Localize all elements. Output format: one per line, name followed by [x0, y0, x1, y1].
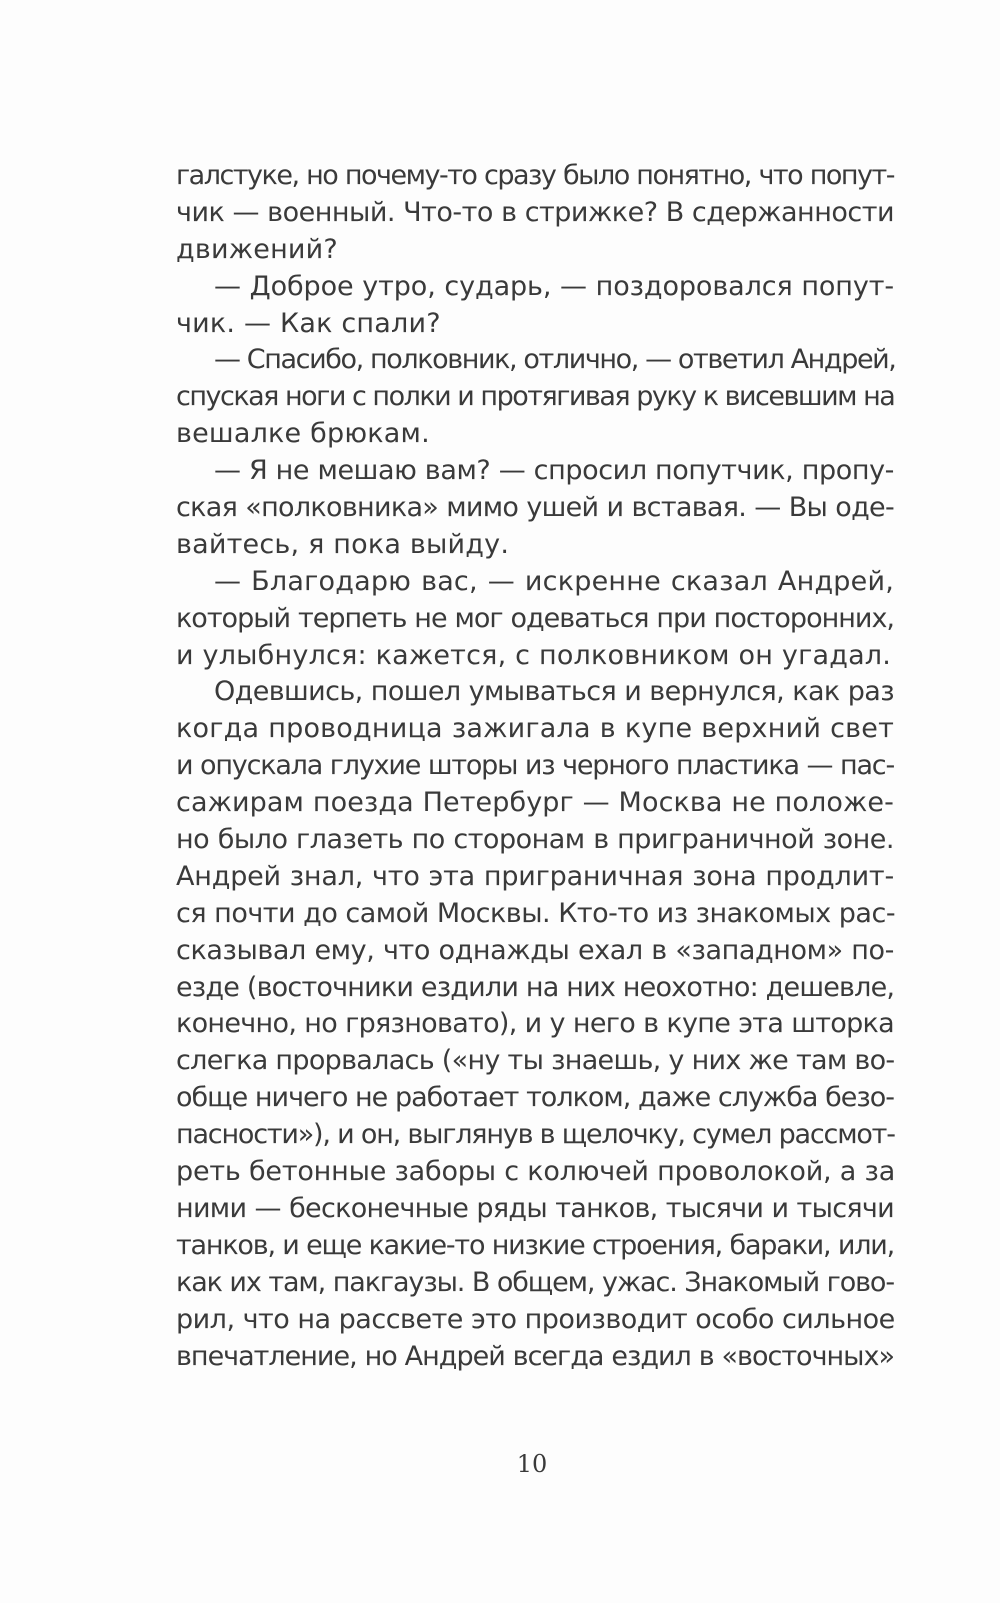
- text-line: сказывал ему, что однажды ехал в «западном» по-: [176, 934, 894, 966]
- text-line: движений?: [176, 233, 338, 265]
- text-line: рил, что на рассвете это производит особо сильное: [176, 1303, 895, 1335]
- text-line: — Я не мешаю вам? — спросил попутчик, пропу-: [214, 455, 894, 487]
- text-line: ся почти до самой Москвы. Кто-то из знакомых рас-: [176, 897, 896, 929]
- text-line: впечатление, но Андрей всегда ездил в «восточных»: [176, 1340, 894, 1372]
- text-line: слегка прорвалась («ну ты знаешь, у них же там во-: [176, 1045, 895, 1077]
- text-line: вайтесь, я пока выйду.: [176, 528, 510, 560]
- text-line: как их там, пакгаузы. В общем, ужас. Знакомый гово-: [176, 1266, 894, 1298]
- text-line: обще ничего не работает толком, даже служба безо-: [176, 1082, 894, 1114]
- text-line: галстуке, но почему-то сразу было понятно, что попут-: [176, 160, 894, 191]
- text-line: ская «полковника» мимо ушей и вставая. — Вы оде-: [176, 492, 894, 524]
- text-line: чик — военный. Что-то в стрижке? В сдержанности: [176, 196, 894, 228]
- text-line: — Спасибо, полковник, отлично, — ответил Андрей,: [214, 344, 896, 376]
- text-line: — Доброе утро, сударь, — поздоровался попут-: [214, 270, 894, 302]
- text-line: реть бетонные заборы с колючей проволокой, а за: [176, 1156, 896, 1188]
- text-line: Андрей знал, что эта приграничная зона продлит-: [176, 860, 894, 892]
- text-line: который терпеть не мог одеваться при посторонних,: [176, 602, 894, 634]
- text-line: — Благодарю вас, — искренне сказал Андрей,: [214, 565, 894, 597]
- text-line: чик. — Как спали?: [176, 307, 441, 339]
- page-number: 10: [516, 1450, 548, 1478]
- text-line: конечно, но грязновато), и у него в купе эта шторка: [176, 1008, 894, 1040]
- text-line: спуская ноги с полки и протягивая руку к висевшим на: [176, 381, 895, 413]
- text-line: пасности»), и он, выглянув в щелочку, сумел рассмот-: [176, 1119, 895, 1151]
- text-line: и улыбнулся: кажется, с полковником он угадал.: [176, 639, 892, 671]
- text-line: когда проводница зажигала в купе верхний свет: [176, 713, 894, 745]
- text-line: сажирам поезда Петербург — Москва не положе-: [176, 787, 894, 819]
- text-line: вешалке брюкам.: [176, 418, 430, 450]
- text-line: и опускала глухие шторы из черного пластика — пас-: [176, 750, 894, 782]
- text-line: но было глазеть по сторонам в приграничной зоне.: [176, 824, 894, 856]
- text-line: ними — бесконечные ряды танков, тысячи и тысячи: [176, 1192, 894, 1224]
- text-line: танков, и еще какие-то низкие строения, бараки, или,: [176, 1229, 894, 1261]
- text-line: Одевшись, пошел умываться и вернулся, как раз: [214, 676, 894, 708]
- text-line: езде (восточники ездили на них неохотно: дешевле,: [176, 971, 895, 1003]
- body-text: [176, 158, 894, 1375]
